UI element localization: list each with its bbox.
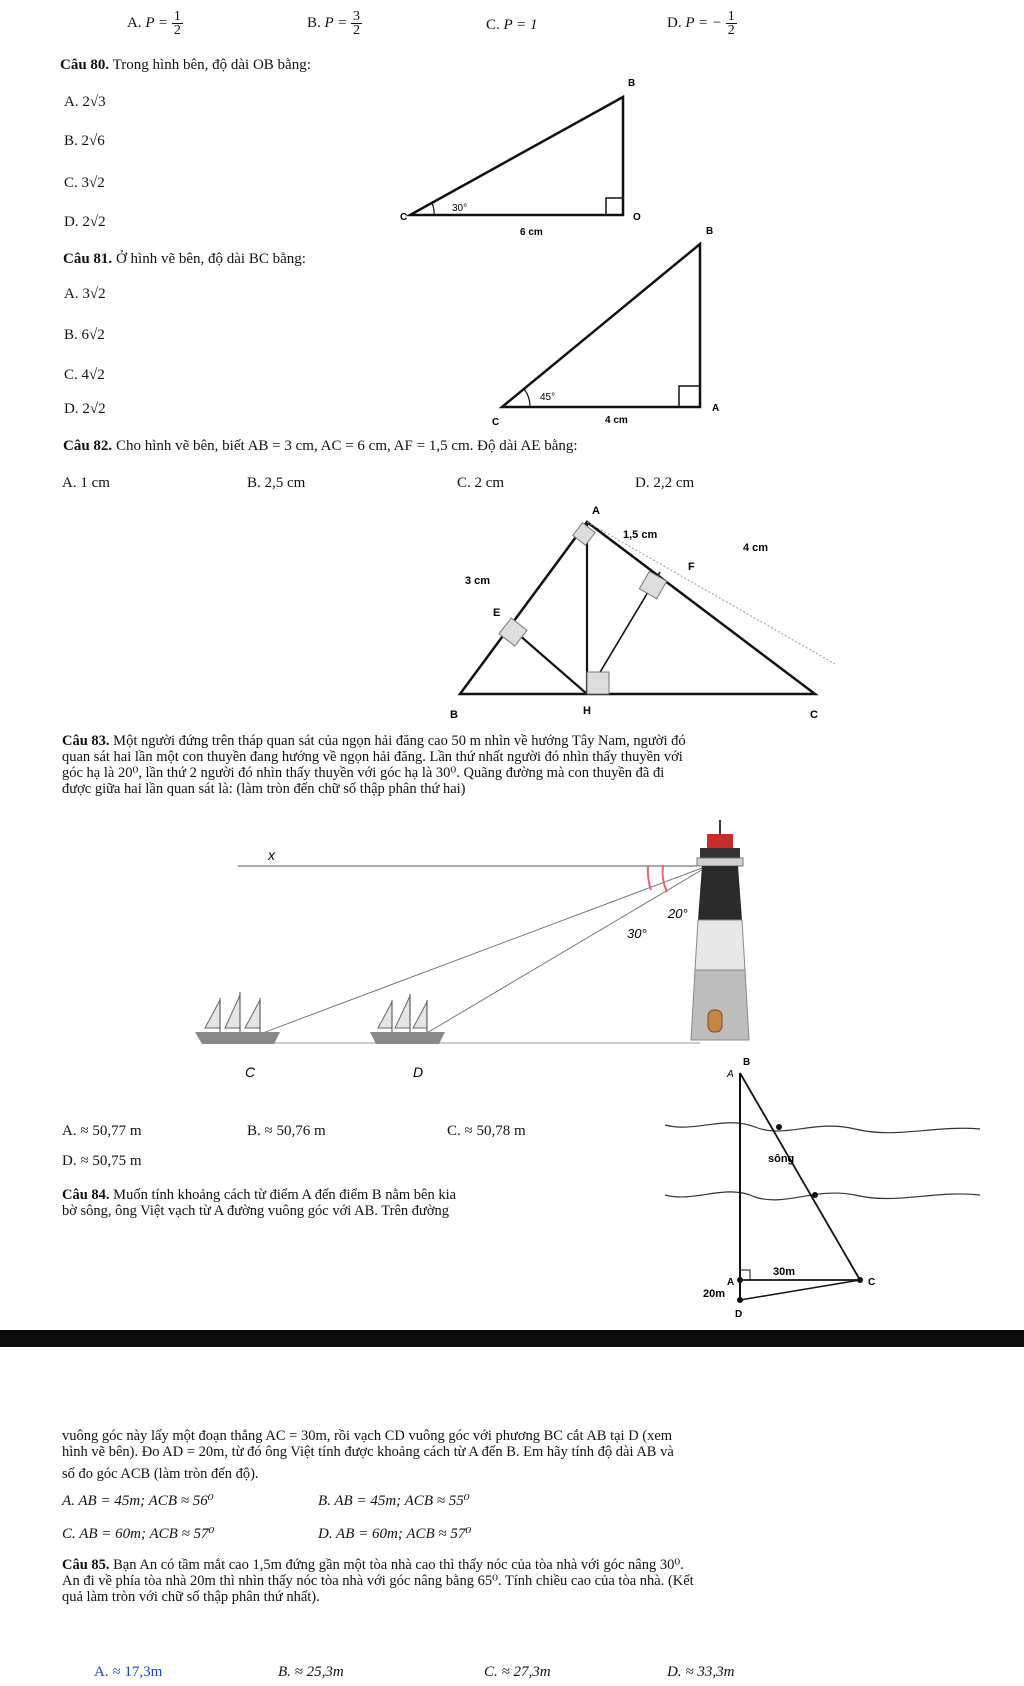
q80-option-a[interactable]: A. 2√3 [64, 94, 106, 110]
question-label: Câu 80. [60, 57, 110, 73]
q81-option-c[interactable]: C. 4√2 [64, 367, 105, 383]
q84-cont-line-3: số đo góc ACB (làm tròn đến độ). [62, 1466, 259, 1482]
point-c-label: C [492, 417, 500, 428]
q83-lighthouse-figure [180, 820, 770, 1080]
x-label: x [268, 847, 275, 863]
point-a-label: A [727, 1277, 735, 1288]
q84-option-d[interactable]: D. AB = 60m; ACB ≈ 57⁰ [318, 1526, 472, 1542]
length-ad-label: 20m [703, 1288, 726, 1300]
question-label: Câu 82. [63, 438, 113, 454]
point-a-top-label: A [727, 1069, 734, 1080]
sight-line-30 [410, 865, 710, 1043]
q80-option-c[interactable]: C. 3√2 [64, 175, 105, 191]
q84-cont-line-1: vuông góc này lấy một đoạn thẳng AC = 30m, rồi vạch CD vuông góc với phương BC cắt AB tại D (xem [62, 1428, 673, 1444]
question-text: Một người đứng trên tháp quan sát của ngọn hải đăng cao 50 m nhìn về hướng Tây Nam, người đó [113, 733, 686, 749]
point-c-label: C [868, 1277, 876, 1288]
question-text: Trong hình bên, độ dài OB bằng: [112, 57, 311, 73]
length-af-label: 1,5 cm [623, 529, 658, 541]
right-angle-mark-f [639, 571, 666, 598]
q81-option-d[interactable]: D. 2√2 [64, 401, 106, 417]
point-d-dot [737, 1297, 743, 1303]
point-b-label: B [706, 226, 714, 237]
q83-line-3: góc hạ là 20⁰, lần thứ 2 người đó nhìn thấy thuyền với góc hạ là 30⁰. Quãng đường mà con thuyền đã đi [62, 765, 665, 781]
angle-arc-20 [648, 866, 651, 890]
question-text: Bạn An có tầm mắt cao 1,5m đứng gần một tòa nhà cao thì thấy nóc của tòa nhà với góc nâng 30⁰. [113, 1557, 684, 1573]
point-b-label: B [450, 709, 458, 721]
point-c-label: C [810, 709, 818, 721]
q85-option-b[interactable]: B. ≈ 25,3m [278, 1664, 344, 1680]
line-bc [740, 1073, 860, 1280]
q82-triangle-figure [440, 492, 840, 730]
option-text: A. ≈ 17,3m [94, 1664, 163, 1680]
q85-option-a[interactable] [94, 1663, 162, 1681]
q82-question [63, 437, 578, 455]
river-bank-top [665, 1123, 980, 1133]
point-c-dot [857, 1277, 863, 1283]
option-expr: P = [324, 14, 348, 31]
lighthouse-icon [691, 820, 749, 1040]
option-letter: B. [307, 14, 321, 31]
river-label: sông [768, 1153, 795, 1165]
river-point [812, 1192, 818, 1198]
point-d-label: D [735, 1309, 743, 1320]
q85-line-3: quả làm tròn với chữ số thập phân thứ nhất). [62, 1589, 320, 1605]
q83-line-4: được giữa hai lần quan sát là: (làm tròn đến chữ số thập phân thứ hai) [62, 781, 466, 797]
q85-option-d[interactable]: D. ≈ 33,3m [667, 1664, 735, 1680]
q83-line-2: quan sát hai lần một con thuyền đang hướng về ngọn hải đăng. Lần thứ nhất người đó nhìn thấy thuyền với [62, 749, 683, 765]
q84-river-figure [655, 1055, 985, 1320]
angle-label: 30° [452, 203, 468, 214]
question-text: Cho hình vẽ bên, biết AB = 3 cm, AC = 6 cm, AF = 1,5 cm. Độ dài AE bằng: [115, 438, 578, 454]
point-f-label: F [688, 561, 695, 573]
right-angle-mark [606, 198, 623, 215]
q83-line-1 [62, 733, 947, 749]
triangle-shape [502, 244, 700, 407]
angle-arc [524, 389, 530, 407]
option-expr: P = 1 [503, 17, 538, 33]
point-c-label: C [245, 1064, 256, 1080]
angle-30-label: 30° [627, 926, 647, 941]
q85-option-c[interactable]: C. ≈ 27,3m [484, 1664, 551, 1680]
q84-question [62, 1187, 662, 1219]
point-a-label: A [712, 403, 720, 414]
option-expr: P = − [685, 14, 722, 31]
river-bank-bottom [665, 1192, 980, 1200]
question-text: Ở hình vẽ bên, độ dài BC bằng: [115, 251, 306, 267]
point-b-label: B [743, 1057, 751, 1068]
q79-option-d[interactable] [667, 10, 737, 37]
point-a-dot [737, 1277, 743, 1283]
q79-option-b[interactable] [307, 10, 362, 37]
angle-20-label: 20° [668, 906, 688, 921]
length-ab-label: 3 cm [465, 575, 491, 587]
base-length-label: 4 cm [605, 415, 628, 426]
q80-option-d[interactable]: D. 2√2 [64, 214, 106, 230]
q84-cont-line-2: hình vẽ bên). Đo AD = 20m, từ đó ông Việt tính được khoảng cách từ A đến B. Em hãy tính độ dài AB và [62, 1444, 674, 1460]
question-label: Câu 83. [62, 733, 110, 749]
q84-option-c[interactable]: C. AB = 60m; ACB ≈ 57⁰ [62, 1526, 215, 1542]
q83-option-d[interactable]: D. ≈ 50,75 m [62, 1153, 142, 1169]
option-letter: C. [486, 17, 500, 33]
fraction [351, 10, 362, 37]
q83-option-a[interactable]: A. ≈ 50,77 m [62, 1123, 142, 1139]
q82-option-b[interactable]: B. 2,5 cm [247, 475, 306, 491]
denominator: 2 [353, 23, 361, 38]
page-separator [0, 1330, 1024, 1347]
angle-arc-30 [663, 866, 667, 892]
point-d-label: D [413, 1064, 424, 1080]
point-c-label: C [400, 212, 408, 223]
q85-line-2: An đi về phía tòa nhà 20m thì nhìn thấy nóc tòa nhà với góc nâng bằng 65⁰. Tính chiều cao của tòa nhà. (Kết [62, 1573, 694, 1589]
q81-triangle-figure [480, 222, 740, 432]
numerator: 1 [173, 9, 181, 24]
q82-option-a[interactable]: A. 1 cm [62, 475, 110, 491]
q84-option-a[interactable]: A. AB = 45m; ACB ≈ 56⁰ [62, 1493, 214, 1509]
angle-label: 45° [540, 392, 556, 403]
right-angle-mark-e [499, 618, 527, 646]
q81-question [63, 250, 306, 268]
q84-line-1 [62, 1187, 662, 1203]
q84-option-b[interactable]: B. AB = 45m; ACB ≈ 55⁰ [318, 1493, 470, 1509]
base-length-label: 6 cm [520, 227, 543, 238]
option-letter: D. [667, 14, 682, 31]
numerator: 3 [353, 9, 361, 24]
point-e-label: E [493, 607, 501, 619]
q82-option-d[interactable]: D. 2,2 cm [635, 475, 695, 491]
triangle-shape [410, 97, 623, 215]
denominator: 2 [173, 23, 181, 38]
right-angle-mark [679, 386, 700, 407]
sight-line-20 [236, 865, 710, 1043]
option-expr: P = [145, 14, 169, 31]
q81-option-b[interactable]: B. 6√2 [64, 327, 105, 343]
option-letter: A. [127, 14, 142, 31]
q81-option-a[interactable]: A. 3√2 [64, 286, 106, 302]
length-fc-label: 4 cm [743, 542, 769, 554]
ship-c-icon [195, 992, 280, 1044]
numerator: 1 [727, 9, 735, 24]
line-cd [740, 1280, 860, 1300]
angle-arc [432, 203, 434, 215]
q83-option-b[interactable]: B. ≈ 50,76 m [247, 1123, 326, 1139]
dim-line [587, 522, 835, 664]
point-b-label: B [628, 78, 636, 89]
river-point [776, 1124, 782, 1130]
length-ac-label: 30m [773, 1266, 796, 1278]
fraction [726, 10, 737, 37]
q84-line-2: bờ sông, ông Việt vạch từ A đường vuông góc với AB. Trên đường [62, 1203, 450, 1219]
q83-question [62, 733, 947, 797]
document-page-continued [0, 1347, 1024, 1686]
q85-line-1 [62, 1557, 952, 1573]
q83-option-c[interactable]: C. ≈ 50,78 m [447, 1123, 526, 1139]
ship-d-icon [370, 994, 445, 1044]
point-h-label: H [583, 705, 591, 717]
q80-question [60, 56, 311, 74]
q84-continued [62, 1428, 952, 1482]
point-a-label: A [592, 505, 600, 517]
question-text: Muốn tính khoảng cách từ điểm A đến điểm B nằm bên kia [113, 1187, 457, 1203]
question-label: Câu 84. [62, 1187, 110, 1203]
question-label: Câu 85. [62, 1557, 110, 1573]
point-o-label: O [633, 212, 641, 223]
q80-option-b[interactable]: B. 2√6 [64, 133, 105, 149]
q85-question [62, 1557, 952, 1605]
denominator: 2 [727, 23, 735, 38]
q79-option-c[interactable] [486, 16, 538, 34]
q79-option-a[interactable] [127, 10, 183, 37]
right-angle-mark-h [587, 672, 609, 694]
fraction [172, 10, 183, 37]
q80-triangle-figure [390, 70, 660, 240]
q82-option-c[interactable]: C. 2 cm [457, 475, 505, 491]
question-label: Câu 81. [63, 251, 113, 267]
